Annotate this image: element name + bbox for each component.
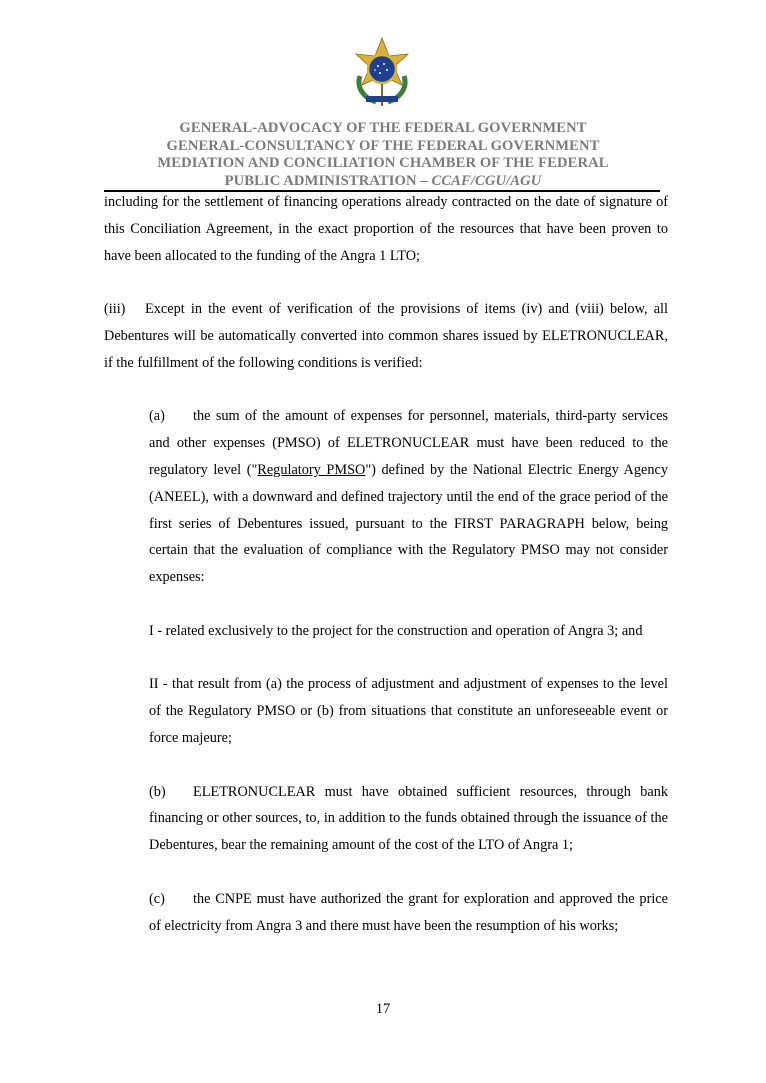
item-c [149, 886, 668, 940]
item-a-number: (a) [149, 408, 165, 425]
header-line-3: MEDIATION AND CONCILIATION CHAMBER OF THE FEDERAL [157, 155, 609, 171]
subitems-block [149, 403, 668, 939]
paragraph-continuation: including for the settlement of financing operations already contracted on the date of signature of this Conciliation Agreement, in the exact proportion of the resources that have been proven to have been allocated to the funding of the Angra 1 LTO; [104, 194, 668, 264]
coat-of-arms-icon [346, 36, 418, 108]
item-c-number: (c) [149, 890, 165, 907]
header-line-1: GENERAL-ADVOCACY OF THE FEDERAL GOVERNMENT [179, 120, 587, 136]
item-iii [104, 296, 668, 376]
item-c-text: the CNPE must have authorized the grant for exploration and approved the price of electricity from Angra 3 and there must have been the resumption of his works; [149, 890, 668, 934]
sub-item-I: I - related exclusively to the project for the construction and operation of Angra 3; and [149, 622, 643, 639]
item-iii-text: Except in the event of verification of the provisions of items (iv) and (viii) below, all Debentures will be automatically converted into common shares issued by ELETRONUCLEAR, if the fulfillment of the following conditions is verified: [104, 301, 668, 371]
document-body [104, 189, 668, 939]
item-a-defined-term: Regulatory PMSO [257, 461, 366, 478]
header-line-4 [100, 173, 666, 191]
item-b-number: (b) [149, 783, 166, 800]
sub-item-II: II - that result from (a) the process of adjustment and adjustment of expenses to the level of the Regulatory PMSO or (b) from situations that constitute an unforeseeable event or force majeure; [149, 676, 668, 746]
header-line-2: GENERAL-CONSULTANCY OF THE FEDERAL GOVERNMENT [166, 137, 600, 154]
item-a-text-1: the sum of the amount of expenses for personnel, materials, third-party services and other expenses (PMSO) of ELETRONUCLEAR must have been reduced to the regulatory level (" [149, 408, 668, 478]
item-b [149, 779, 668, 859]
header-line-4-text: PUBLIC ADMINISTRATION – [224, 172, 432, 189]
document-header [100, 120, 666, 190]
item-b-text: ELETRONUCLEAR must have obtained sufficient resources, through bank financing or other sources, to, in addition to the funds obtained through the issuance of the Debentures, bear the remaining amount of the cost of the LTO of Angra 1; [149, 783, 668, 854]
header-line-4-acronym: CCAF/CGU/AGU [431, 172, 542, 189]
item-a [149, 403, 668, 591]
item-a-text-2: ") defined by the National Electric Energy Agency (ANEEL), with a downward and defined trajectory until the end of the grace period of the first series of Debentures issued, pursuant to the FIRST PARAGRAPH below, being certain that the evaluation of compliance with the Regulatory PMSO may not consider expenses: [149, 461, 668, 586]
item-iii-number: (iii) [104, 301, 126, 318]
page-number: 17 [375, 1001, 391, 1017]
